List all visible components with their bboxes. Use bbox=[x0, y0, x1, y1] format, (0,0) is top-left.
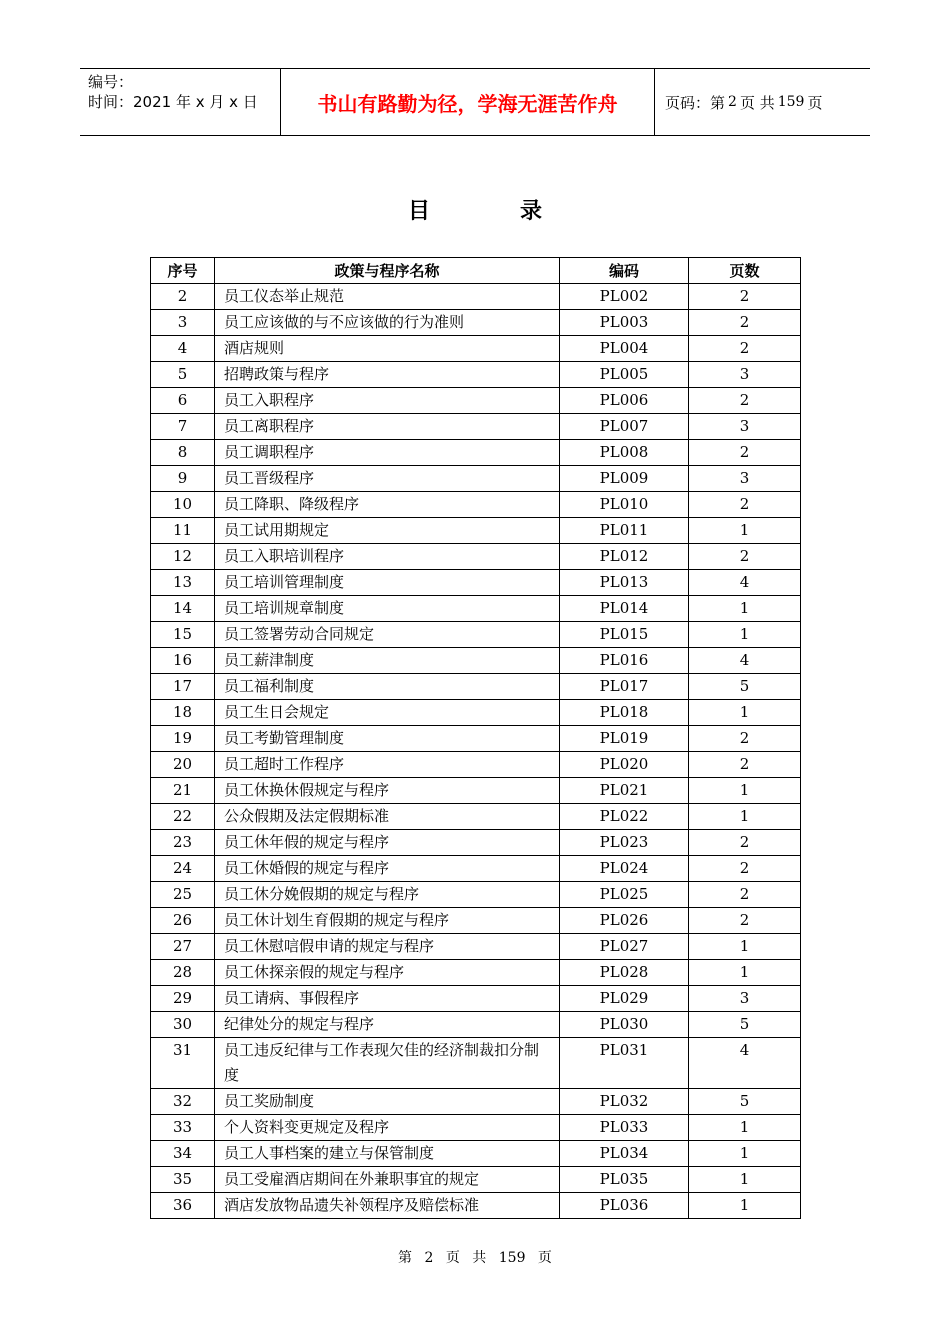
policy-name: 个人资料变更规定及程序 bbox=[215, 1115, 560, 1141]
table-row bbox=[151, 700, 801, 726]
header-meta bbox=[80, 69, 281, 135]
table-row bbox=[151, 778, 801, 804]
table-row bbox=[151, 986, 801, 1012]
policy-name: 员工入职培训程序 bbox=[215, 544, 560, 570]
policy-name: 员工受雇酒店期间在外兼职事宜的规定 bbox=[215, 1167, 560, 1193]
header-motto: 书山有路勤为径，学海无涯苦作舟 bbox=[281, 69, 655, 135]
page-count: 1 bbox=[689, 1115, 801, 1141]
page-count: 1 bbox=[689, 622, 801, 648]
page-count: 2 bbox=[689, 492, 801, 518]
row-index: 36 bbox=[151, 1193, 215, 1219]
policy-code: PL026 bbox=[560, 908, 689, 934]
page-count: 2 bbox=[689, 336, 801, 362]
table-row bbox=[151, 466, 801, 492]
page-count: 3 bbox=[689, 362, 801, 388]
policy-name: 员工违反纪律与工作表现欠佳的经济制裁扣分制度 bbox=[215, 1038, 560, 1089]
policy-name: 员工休慰唁假申请的规定与程序 bbox=[215, 934, 560, 960]
row-index: 31 bbox=[151, 1038, 215, 1089]
page-count: 1 bbox=[689, 700, 801, 726]
row-index: 6 bbox=[151, 388, 215, 414]
page-suffix: 页 bbox=[807, 93, 823, 112]
policy-code: PL032 bbox=[560, 1089, 689, 1115]
policy-name: 酒店规则 bbox=[215, 336, 560, 362]
row-index: 13 bbox=[151, 570, 215, 596]
table-row bbox=[151, 1089, 801, 1115]
policy-code: PL002 bbox=[560, 284, 689, 310]
table-row bbox=[151, 674, 801, 700]
policy-name: 员工考勤管理制度 bbox=[215, 726, 560, 752]
policy-code: PL020 bbox=[560, 752, 689, 778]
page-count: 2 bbox=[689, 284, 801, 310]
row-index: 15 bbox=[151, 622, 215, 648]
page-count: 2 bbox=[689, 752, 801, 778]
table-row bbox=[151, 414, 801, 440]
page-count: 1 bbox=[689, 1141, 801, 1167]
policy-code: PL016 bbox=[560, 648, 689, 674]
policy-code: PL023 bbox=[560, 830, 689, 856]
policy-code: PL004 bbox=[560, 336, 689, 362]
policy-code: PL008 bbox=[560, 440, 689, 466]
table-row bbox=[151, 960, 801, 986]
row-index: 2 bbox=[151, 284, 215, 310]
row-index: 30 bbox=[151, 1012, 215, 1038]
document-date-label: 时间：2021 年 x 月 x 日 bbox=[88, 93, 258, 111]
row-index: 17 bbox=[151, 674, 215, 700]
page-count: 3 bbox=[689, 466, 801, 492]
policy-code: PL003 bbox=[560, 310, 689, 336]
page-count: 1 bbox=[689, 934, 801, 960]
policy-name: 公众假期及法定假期标准 bbox=[215, 804, 560, 830]
table-row bbox=[151, 622, 801, 648]
policy-name: 纪律处分的规定与程序 bbox=[215, 1012, 560, 1038]
row-index: 26 bbox=[151, 908, 215, 934]
row-index: 11 bbox=[151, 518, 215, 544]
page-count: 2 bbox=[689, 388, 801, 414]
policy-name: 员工降职、降级程序 bbox=[215, 492, 560, 518]
policy-code: PL035 bbox=[560, 1167, 689, 1193]
row-index: 21 bbox=[151, 778, 215, 804]
page-footer: 第 2 页 共 159 页 bbox=[398, 1250, 552, 1266]
policy-name: 招聘政策与程序 bbox=[215, 362, 560, 388]
policy-name: 员工入职程序 bbox=[215, 388, 560, 414]
policy-name: 员工调职程序 bbox=[215, 440, 560, 466]
row-index: 9 bbox=[151, 466, 215, 492]
policy-name: 员工超时工作程序 bbox=[215, 752, 560, 778]
column-header: 页数 bbox=[689, 258, 801, 284]
policy-code: PL017 bbox=[560, 674, 689, 700]
policy-code: PL027 bbox=[560, 934, 689, 960]
table-row bbox=[151, 830, 801, 856]
document-number-label: 编号： bbox=[88, 73, 134, 91]
row-index: 14 bbox=[151, 596, 215, 622]
page-header bbox=[80, 68, 870, 136]
policy-code: PL030 bbox=[560, 1012, 689, 1038]
table-row bbox=[151, 518, 801, 544]
page-count: 5 bbox=[689, 674, 801, 700]
page-count: 2 bbox=[689, 440, 801, 466]
row-index: 19 bbox=[151, 726, 215, 752]
policy-code: PL018 bbox=[560, 700, 689, 726]
page-count: 2 bbox=[689, 882, 801, 908]
column-header: 编码 bbox=[560, 258, 689, 284]
policy-name: 员工休计划生育假期的规定与程序 bbox=[215, 908, 560, 934]
table-row bbox=[151, 752, 801, 778]
header-page-info bbox=[655, 69, 870, 135]
page-total: 159 bbox=[777, 94, 805, 110]
page-prefix: 页码：第 bbox=[665, 93, 726, 112]
row-index: 16 bbox=[151, 648, 215, 674]
table-row bbox=[151, 934, 801, 960]
page-mid: 页 共 bbox=[739, 93, 775, 112]
policy-name: 员工休年假的规定与程序 bbox=[215, 830, 560, 856]
row-index: 5 bbox=[151, 362, 215, 388]
page-count: 2 bbox=[689, 908, 801, 934]
row-index: 22 bbox=[151, 804, 215, 830]
policy-name: 员工培训规章制度 bbox=[215, 596, 560, 622]
page-count: 2 bbox=[689, 830, 801, 856]
policy-code: PL031 bbox=[560, 1038, 689, 1089]
row-index: 7 bbox=[151, 414, 215, 440]
row-index: 12 bbox=[151, 544, 215, 570]
policy-code: PL005 bbox=[560, 362, 689, 388]
policy-code: PL014 bbox=[560, 596, 689, 622]
policy-code: PL021 bbox=[560, 778, 689, 804]
page-count: 1 bbox=[689, 778, 801, 804]
column-header: 序号 bbox=[151, 258, 215, 284]
policy-name: 员工人事档案的建立与保管制度 bbox=[215, 1141, 560, 1167]
page-count: 2 bbox=[689, 310, 801, 336]
page-count: 3 bbox=[689, 414, 801, 440]
row-index: 23 bbox=[151, 830, 215, 856]
policy-code: PL015 bbox=[560, 622, 689, 648]
policy-name: 员工福利制度 bbox=[215, 674, 560, 700]
page-count: 1 bbox=[689, 596, 801, 622]
policy-code: PL012 bbox=[560, 544, 689, 570]
page-count: 1 bbox=[689, 804, 801, 830]
row-index: 24 bbox=[151, 856, 215, 882]
table-row bbox=[151, 1038, 801, 1089]
page-count: 1 bbox=[689, 1193, 801, 1219]
policy-code: PL011 bbox=[560, 518, 689, 544]
table-row bbox=[151, 908, 801, 934]
policy-name: 员工休换休假规定与程序 bbox=[215, 778, 560, 804]
policy-code: PL028 bbox=[560, 960, 689, 986]
policy-code: PL006 bbox=[560, 388, 689, 414]
table-row bbox=[151, 596, 801, 622]
table-row bbox=[151, 544, 801, 570]
table-row bbox=[151, 1193, 801, 1219]
table-row bbox=[151, 336, 801, 362]
row-index: 27 bbox=[151, 934, 215, 960]
table-row bbox=[151, 648, 801, 674]
row-index: 35 bbox=[151, 1167, 215, 1193]
row-index: 29 bbox=[151, 986, 215, 1012]
page-count: 2 bbox=[689, 726, 801, 752]
policy-name: 员工离职程序 bbox=[215, 414, 560, 440]
page-count: 1 bbox=[689, 518, 801, 544]
policy-name: 员工培训管理制度 bbox=[215, 570, 560, 596]
table-row bbox=[151, 362, 801, 388]
page-count: 2 bbox=[689, 856, 801, 882]
page-count: 3 bbox=[689, 986, 801, 1012]
row-index: 33 bbox=[151, 1115, 215, 1141]
row-index: 10 bbox=[151, 492, 215, 518]
row-index: 28 bbox=[151, 960, 215, 986]
policy-name: 员工生日会规定 bbox=[215, 700, 560, 726]
row-index: 18 bbox=[151, 700, 215, 726]
table-row bbox=[151, 1012, 801, 1038]
policy-name: 酒店发放物品遗失补领程序及赔偿标准 bbox=[215, 1193, 560, 1219]
page-title: 目录 bbox=[407, 199, 632, 224]
row-index: 20 bbox=[151, 752, 215, 778]
policy-code: PL022 bbox=[560, 804, 689, 830]
policy-code: PL009 bbox=[560, 466, 689, 492]
page-count: 4 bbox=[689, 1038, 801, 1089]
toc-table bbox=[150, 257, 801, 1219]
table-row bbox=[151, 388, 801, 414]
policy-code: PL036 bbox=[560, 1193, 689, 1219]
column-header: 政策与程序名称 bbox=[215, 258, 560, 284]
policy-code: PL013 bbox=[560, 570, 689, 596]
policy-name: 员工薪津制度 bbox=[215, 648, 560, 674]
policy-code: PL029 bbox=[560, 986, 689, 1012]
row-index: 32 bbox=[151, 1089, 215, 1115]
table-row bbox=[151, 570, 801, 596]
policy-name: 员工应该做的与不应该做的行为准则 bbox=[215, 310, 560, 336]
policy-name: 员工奖励制度 bbox=[215, 1089, 560, 1115]
table-row bbox=[151, 882, 801, 908]
policy-code: PL034 bbox=[560, 1141, 689, 1167]
policy-code: PL033 bbox=[560, 1115, 689, 1141]
table-row bbox=[151, 1115, 801, 1141]
policy-name: 员工签署劳动合同规定 bbox=[215, 622, 560, 648]
table-row bbox=[151, 492, 801, 518]
page-count: 5 bbox=[689, 1012, 801, 1038]
policy-code: PL007 bbox=[560, 414, 689, 440]
policy-name: 员工休分娩假期的规定与程序 bbox=[215, 882, 560, 908]
page-count: 4 bbox=[689, 648, 801, 674]
policy-name: 员工请病、事假程序 bbox=[215, 986, 560, 1012]
row-index: 25 bbox=[151, 882, 215, 908]
row-index: 8 bbox=[151, 440, 215, 466]
table-row bbox=[151, 726, 801, 752]
policy-code: PL024 bbox=[560, 856, 689, 882]
policy-name: 员工仪态举止规范 bbox=[215, 284, 560, 310]
row-index: 34 bbox=[151, 1141, 215, 1167]
page-current: 2 bbox=[728, 94, 737, 110]
page-count: 1 bbox=[689, 1167, 801, 1193]
table-row bbox=[151, 1141, 801, 1167]
table-row bbox=[151, 284, 801, 310]
policy-name: 员工休婚假的规定与程序 bbox=[215, 856, 560, 882]
policy-code: PL025 bbox=[560, 882, 689, 908]
table-row bbox=[151, 440, 801, 466]
row-index: 3 bbox=[151, 310, 215, 336]
table-row bbox=[151, 804, 801, 830]
policy-name: 员工休探亲假的规定与程序 bbox=[215, 960, 560, 986]
table-row bbox=[151, 1167, 801, 1193]
policy-name: 员工试用期规定 bbox=[215, 518, 560, 544]
page-count: 2 bbox=[689, 544, 801, 570]
row-index: 4 bbox=[151, 336, 215, 362]
table-row bbox=[151, 856, 801, 882]
page-count: 5 bbox=[689, 1089, 801, 1115]
policy-name: 员工晋级程序 bbox=[215, 466, 560, 492]
page-count: 4 bbox=[689, 570, 801, 596]
table-header-row bbox=[151, 258, 801, 284]
policy-code: PL019 bbox=[560, 726, 689, 752]
page-count: 1 bbox=[689, 960, 801, 986]
policy-code: PL010 bbox=[560, 492, 689, 518]
table-row bbox=[151, 310, 801, 336]
